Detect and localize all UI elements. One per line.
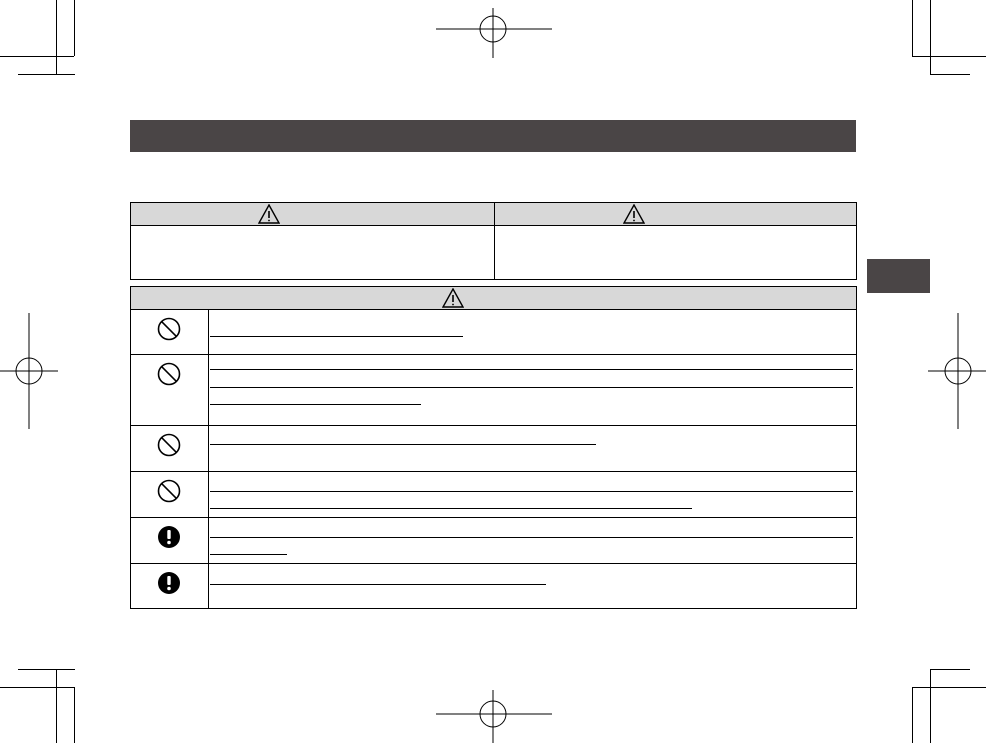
precaution-row bbox=[130, 309, 857, 355]
text-line bbox=[210, 508, 692, 509]
text-line bbox=[210, 584, 546, 585]
warning-triangle-icon bbox=[258, 204, 280, 224]
chapter-index-tab bbox=[867, 259, 930, 293]
text-line bbox=[210, 404, 421, 405]
precaution-row bbox=[130, 471, 857, 518]
text-line bbox=[210, 491, 853, 492]
precaution-row bbox=[130, 563, 857, 609]
precaution-row bbox=[130, 354, 857, 426]
text-line bbox=[210, 369, 853, 370]
registration-target-bottom bbox=[436, 690, 552, 743]
precaution-row bbox=[130, 425, 857, 472]
warning-triangle-icon bbox=[623, 204, 645, 224]
mandatory-action-icon bbox=[157, 525, 181, 549]
text-line bbox=[210, 554, 287, 555]
warning-panel-left-header bbox=[131, 203, 494, 226]
prohibition-icon bbox=[157, 433, 181, 457]
registration-target-top bbox=[436, 8, 552, 58]
warning-panel-right-body bbox=[495, 227, 856, 279]
registration-target-left bbox=[0, 313, 60, 429]
precaution-row bbox=[130, 517, 857, 564]
mandatory-action-icon bbox=[157, 571, 181, 595]
prohibition-icon bbox=[157, 317, 181, 341]
prohibition-icon bbox=[157, 362, 181, 386]
warning-triangle-icon bbox=[442, 288, 464, 308]
precautions-header bbox=[130, 286, 857, 310]
text-line bbox=[210, 444, 596, 445]
warning-panel-right-header bbox=[495, 203, 856, 226]
section-title-bar bbox=[130, 120, 856, 152]
text-line bbox=[210, 336, 463, 337]
warning-panel-left-body bbox=[131, 227, 494, 279]
text-line bbox=[210, 537, 853, 538]
warning-panels bbox=[130, 202, 857, 280]
registration-target-right bbox=[928, 313, 986, 429]
text-line bbox=[210, 387, 853, 388]
prohibition-icon bbox=[157, 479, 181, 503]
